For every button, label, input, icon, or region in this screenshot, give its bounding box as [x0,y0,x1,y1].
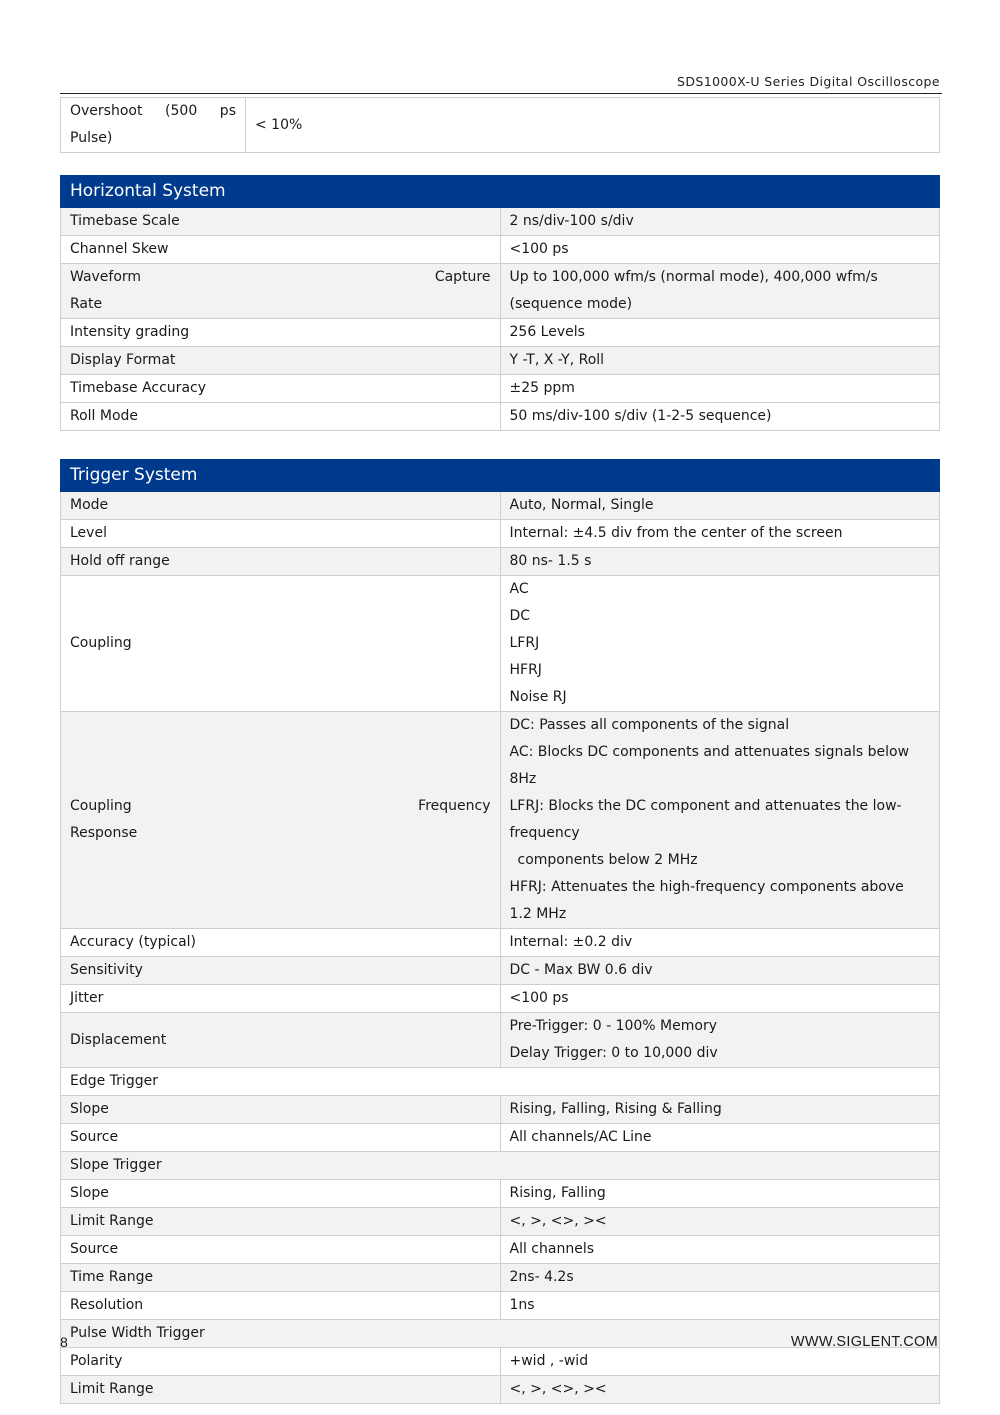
spec-label: Timebase Scale [61,208,501,236]
subsection-title: Pulse Width Trigger [61,1320,940,1348]
spec-label: Sensitivity [61,957,501,985]
spec-label: Roll Mode [61,403,501,431]
section-header [61,176,940,208]
table-row [61,1124,940,1152]
list-item: DC [509,608,531,624]
spec-label: Source [61,1124,501,1152]
table-row [61,236,940,264]
spec-value: 2 ns/div-100 s/div [500,208,940,236]
spec-value: ±25 ppm [500,375,940,403]
table-row [61,576,940,712]
spec-label-line: Waveform Capture [70,269,491,285]
table-row [61,1264,940,1292]
spec-value: All channels/AC Line [500,1124,940,1152]
spec-value [500,712,940,929]
spec-value: Internal: ±0.2 div [500,929,940,957]
table-row [61,1096,940,1124]
section-header [61,460,940,492]
table-row [61,347,940,375]
list-item: DC: Passes all components of the signal [509,717,790,733]
spec-label: Channel Skew [61,236,501,264]
spec-label: Limit Range [61,1376,501,1404]
spec-label: Resolution [61,1292,501,1320]
table-row [61,264,940,319]
spec-value: 1ns [500,1292,940,1320]
list-item: LFRJ: Blocks the DC component and attenuates the low-frequency [509,798,902,841]
spec-value [500,1013,940,1068]
spec-value: <100 ps [500,236,940,264]
spec-label: Displacement [61,1013,501,1068]
spec-value: 50 ms/div-100 s/div (1-2-5 sequence) [500,403,940,431]
spec-label: Coupling [61,576,501,712]
horizontal-system-table [60,175,940,431]
table-row [61,1292,940,1320]
spec-value: Up to 100,000 wfm/s (normal mode), 400,000 wfm/s (sequence mode) [500,264,940,319]
spec-label [61,98,246,153]
table-row [61,208,940,236]
table-row [61,520,940,548]
spec-value: < 10% [246,98,940,153]
spec-label: Intensity grading [61,319,501,347]
list-item: Delay Trigger: 0 to 10,000 div [509,1045,718,1061]
table-row [61,957,940,985]
list-item: Pre-Trigger: 0 - 100% Memory [509,1018,717,1034]
list-item: components below 2 MHz [517,852,698,868]
spec-label: Timebase Accuracy [61,375,501,403]
section-title: Horizontal System [61,176,940,208]
table-row [61,492,940,520]
spec-label: Mode [61,492,501,520]
list-item: HFRJ: Attenuates the high-frequency components above 1.2 MHz [509,879,904,922]
list-item: Noise RJ [509,689,567,705]
table-row [61,1208,940,1236]
spec-value [500,576,940,712]
header-divider [60,93,942,94]
spec-value: Y -T, X -Y, Roll [500,347,940,375]
list-item: HFRJ [509,662,542,678]
table-row [61,98,940,153]
spec-label: Time Range [61,1264,501,1292]
overshoot-table [60,97,940,153]
trigger-system-table [60,459,940,1404]
list-item: AC: Blocks DC components and attenuates signals below 8Hz [509,744,910,787]
spec-label: Display Format [61,347,501,375]
list-item: AC [509,581,529,597]
spec-label: Slope [61,1096,501,1124]
spec-label: Accuracy (typical) [61,929,501,957]
list-item: LFRJ [509,635,540,651]
table-row [61,929,940,957]
subsection-title: Slope Trigger [61,1152,940,1180]
subsection-title: Edge Trigger [61,1068,940,1096]
spec-value: Rising, Falling [500,1180,940,1208]
table-row [61,1013,940,1068]
document-header-title: SDS1000X-U Series Digital Oscilloscope [677,74,940,89]
table-row [61,712,940,929]
spec-label: Limit Range [61,1208,501,1236]
spec-label: Level [61,520,501,548]
table-row [61,1348,940,1376]
table-row [61,319,940,347]
spec-label-line: Rate [70,296,103,312]
subsection-row [61,1068,940,1096]
spec-value: <, >, <>, >< [500,1208,940,1236]
spec-label-line: Overshoot (500 ps [70,103,236,119]
spec-label [61,264,501,319]
spec-label: Slope [61,1180,501,1208]
spec-label: Jitter [61,985,501,1013]
spec-value: All channels [500,1236,940,1264]
table-row [61,375,940,403]
spec-label: Polarity [61,1348,501,1376]
spec-label: Source [61,1236,501,1264]
spec-value: +wid , -wid [500,1348,940,1376]
subsection-row [61,1152,940,1180]
table-row [61,403,940,431]
spec-value: 2ns- 4.2s [500,1264,940,1292]
spec-value: Rising, Falling, Rising & Falling [500,1096,940,1124]
page-number: 8 [60,1334,68,1350]
table-row [61,548,940,576]
table-row [61,1376,940,1404]
section-title: Trigger System [61,460,940,492]
table-row [61,985,940,1013]
spec-value: Internal: ±4.5 div from the center of the screen [500,520,940,548]
table-row [61,1180,940,1208]
spec-label-line: Coupling Frequency [70,798,491,814]
spec-label: Hold off range [61,548,501,576]
website-link: WWW.SIGLENT.COM [790,1334,938,1350]
spec-value: <100 ps [500,985,940,1013]
spec-label-line: Response [70,825,138,841]
spec-value: Auto, Normal, Single [500,492,940,520]
spec-value: DC - Max BW 0.6 div [500,957,940,985]
table-row [61,1236,940,1264]
spec-value: 80 ns- 1.5 s [500,548,940,576]
spec-value: <, >, <>, >< [500,1376,940,1404]
spec-label-line: Pulse) [70,130,113,146]
spec-label [61,712,501,929]
spec-value: 256 Levels [500,319,940,347]
